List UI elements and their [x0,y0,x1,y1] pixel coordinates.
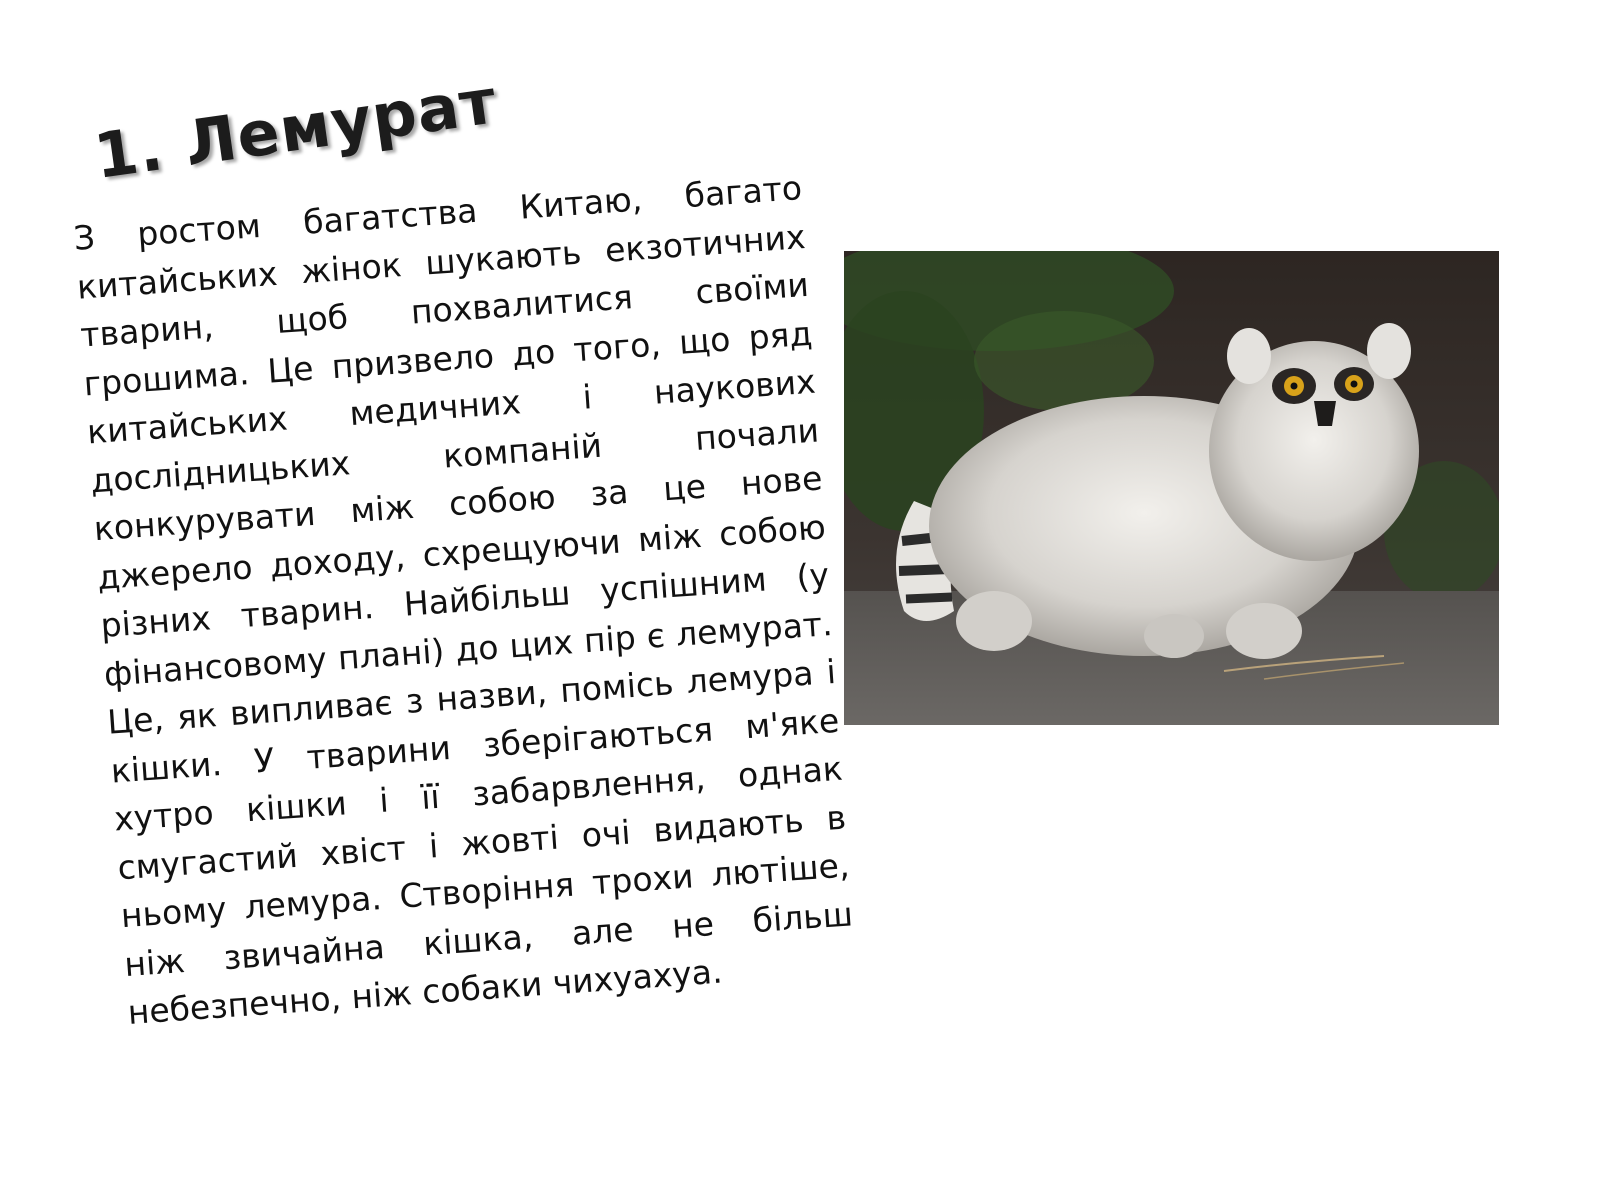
lemurat-photo [844,251,1499,725]
slide-title: 1. Лемурат [89,64,502,194]
slide-body-text: З ростом багатства Китаю, багато китайських жінок шукають екзотичних тварин, щоб похвалитися своїми грошима. Це призвело до того, що ряд китайських медичних і наукових дослідницьких компаній почали конкурувати між собою за це нове джерело доходу, схрещуючи між собою різних тварин. Найбільш успішним (у фінансовому плані) до цих пір є лемурат. Це, як випливає з назви, помісь лемура і кішки. У тварини зберігаються м'яке хутро кішки і її забарвлення, однак смугастий хвіст і жовті очі видають в ньому лемура. Створіння трохи лютіше, ніж звичайна кішка, але не більш небезпечно, ніж собаки чихуахуа. [72,168,854,1033]
lemurat-photo-illustration [844,251,1499,725]
